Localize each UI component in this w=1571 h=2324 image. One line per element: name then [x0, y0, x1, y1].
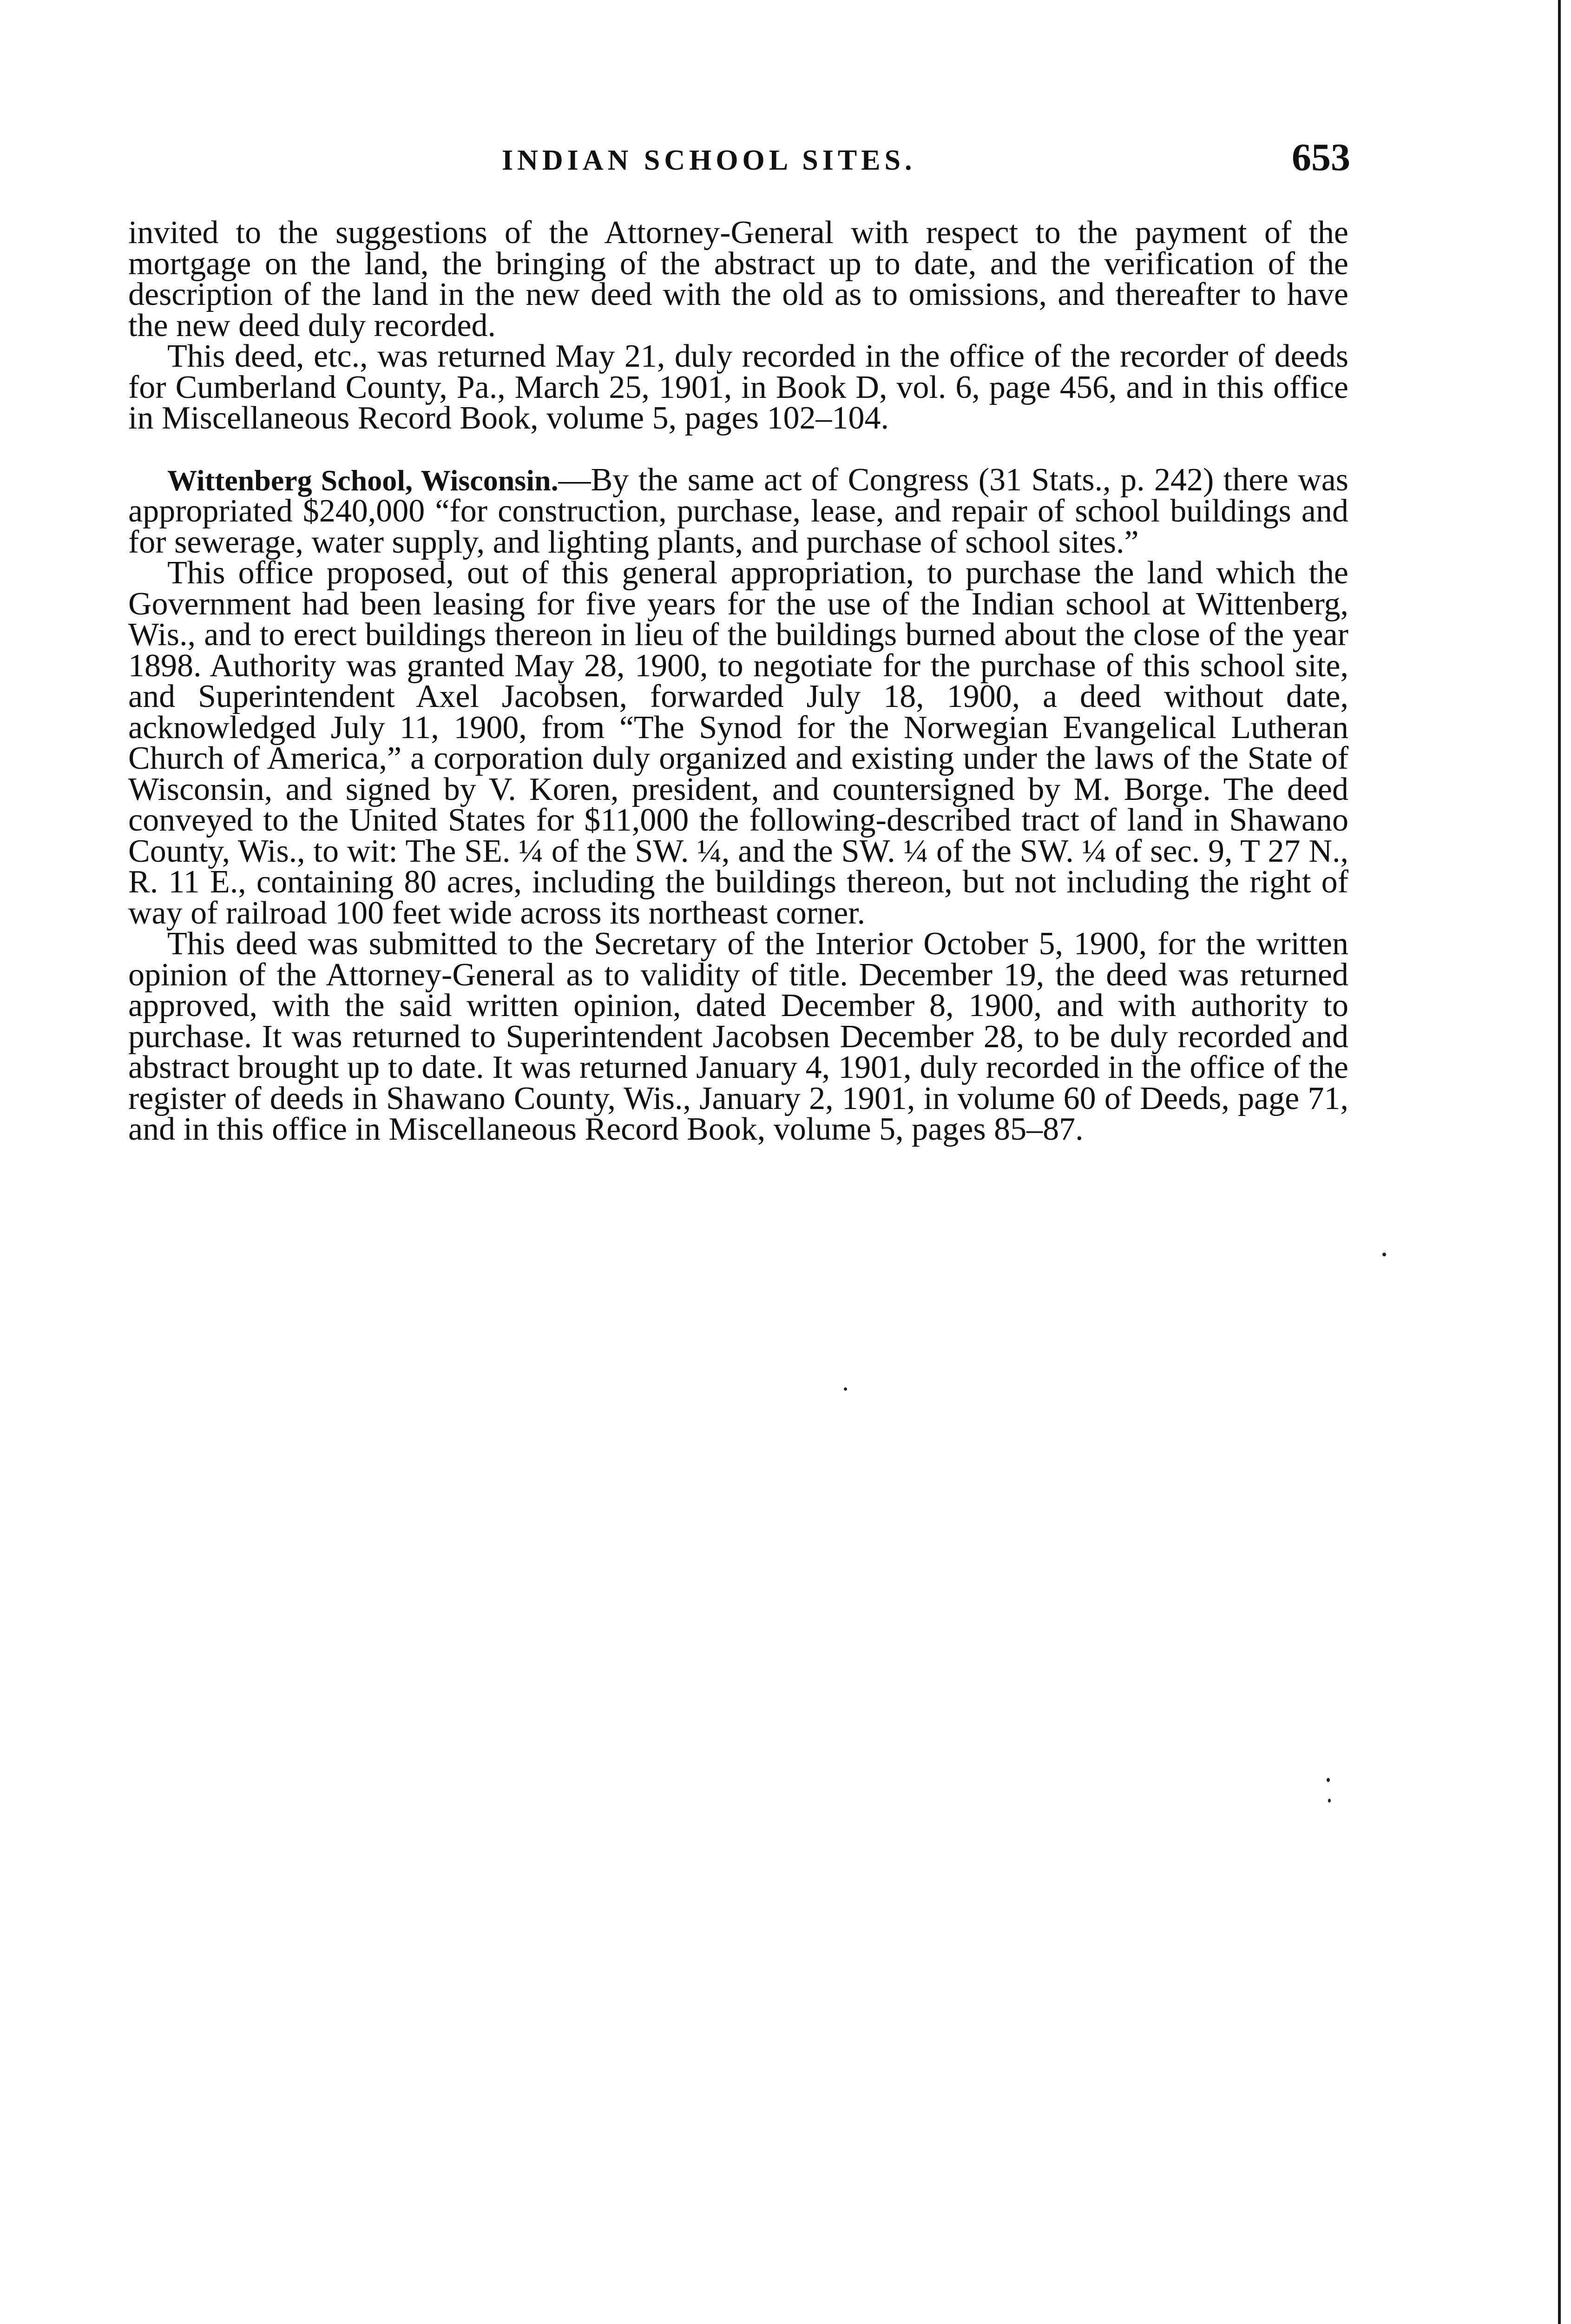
paragraph-cumberland-recording: This deed, etc., was returned May 21, duly recorded in the office of the recorder of deeds for Cumberland County, Pa., March 25, 1901, in Book D, vol. 6, page 456, and in this office in Miscellaneous Record Book, volume 5, pages 102–104. [128, 338, 1348, 436]
paragraph-wittenberg-purchase: This office proposed, out of this general appropriation, to purchase the land which the Government had been leasing for five years for the use of the Indian school at Wittenberg, Wis., and to erect buildings thereon in lieu of the buildings burned about the close of the year 1898. Authority was granted May 28, 1900, to negotiate for the purchase of this school site, and Superintendent Axel Jacobsen, forwarded July 18, 1900, a deed without date, acknowledged July 11, 1900, from “The Synod for the Norwegian Evangelical Lutheran Church of America,” a corporation duly organized and existing under the laws of the State of Wisconsin, and signed by V. Koren, president, and countersigned by M. Borge. The deed conveyed to the United States for $11,000 the following-described tract of land in Shawano County, Wis., to wit: The SE. ¼ of the SW. ¼, and the SW. ¼ of the SW. ¼ of sec. 9, T 27 N., R. 11 E., containing 80 acres, including the buildings thereon, but not including the right of way of railroad 100 feet wide across its northeast corner. [128, 555, 1348, 931]
paragraph-text: —By the same act of Congress (31 Stats., p. 242) there was appropriated $240,000 “for construction, purchase, lease, and repair of school buildings and for sewerage, water supply, and lighting plants, and purchase of school sites.” [128, 462, 1349, 560]
section-heading: Wittenberg School, Wisconsin. [167, 463, 559, 497]
scan-speck [1382, 1253, 1386, 1256]
running-title: INDIAN SCHOOL SITES. [502, 145, 916, 176]
page-header [0, 135, 1571, 191]
paragraph-wittenberg-deed: This deed was submitted to the Secretary of the Interior October 5, 1900, for the written opinion of the Attorney-General as to validity of title. December 19, the deed was returned approved, with the said written opinion, dated December 8, 1900, and with authority to purchase. It was returned to Superintendent Jacobsen December 28, to be duly recorded and abstract brought up to date. It was returned January 4, 1901, duly recorded in the office of the register of deeds in Shawano County, Wis., January 2, 1901, in volume 60 of Deeds, page 71, and in this office in Miscellaneous Record Book, volume 5, pages 85–87. [128, 926, 1348, 1147]
page-number: 653 [1292, 136, 1350, 179]
scan-speck [1328, 1799, 1331, 1802]
paragraph-continuation: invited to the suggestions of the Attorney-General with respect to the payment of the mortgage on the land, the bringing of the abstract up to date, and the verification of the description of the land in the new deed with the old as to omissions, and thereafter to have the new deed duly recorded. [128, 215, 1348, 343]
scan-speck [844, 1387, 847, 1391]
scan-speck [1327, 1778, 1330, 1782]
page-edge-border [1558, 0, 1561, 2324]
body-text [128, 215, 1349, 1147]
paragraph-wittenberg-appropriation [128, 462, 1349, 560]
